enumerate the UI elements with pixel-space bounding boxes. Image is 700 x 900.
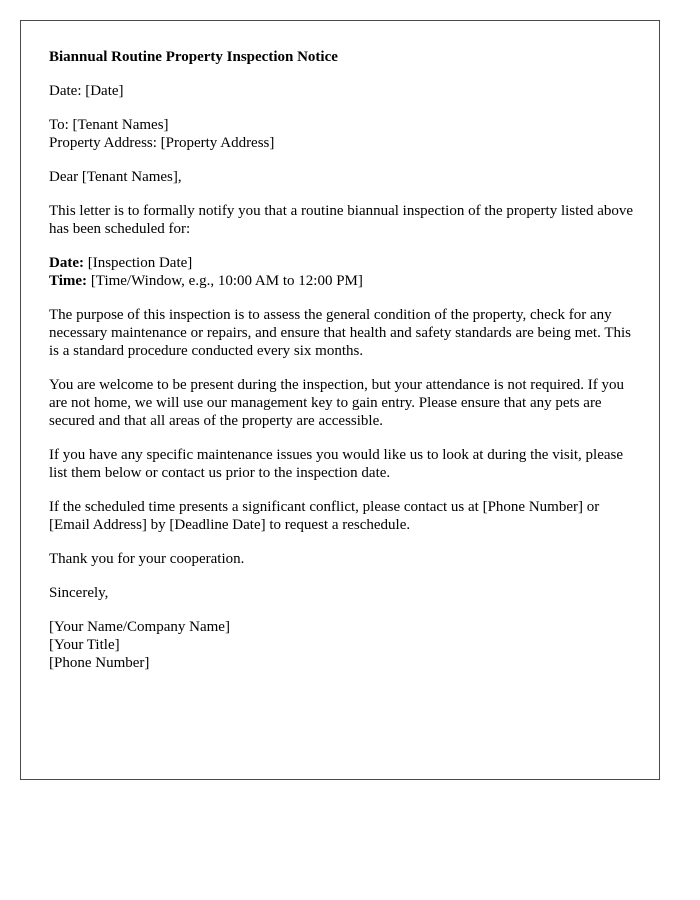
inspection-date-line bbox=[49, 254, 639, 272]
signature-block bbox=[49, 618, 639, 672]
maintenance-paragraph: If you have any specific maintenance issues you would like us to look at during the visit, please list them below or contact us prior to the inspection date. bbox=[49, 447, 624, 481]
salutation: Dear [Tenant Names], bbox=[49, 169, 182, 185]
thanks-line: Thank you for your cooperation. bbox=[49, 551, 245, 567]
property-address-line: Property Address: [Property Address] bbox=[49, 135, 275, 151]
intro-paragraph: This letter is to formally notify you that a routine biannual inspection of the property listed above has been scheduled for: bbox=[49, 203, 634, 237]
recipient-block bbox=[49, 116, 639, 152]
to-line: To: [Tenant Names] bbox=[49, 117, 169, 133]
purpose-paragraph: The purpose of this inspection is to assess the general condition of the property, check for any necessary maintenance or repairs, and ensure that health and safety standards are being met. This is a standard procedure conducted every six months. bbox=[49, 307, 631, 359]
schedule-block bbox=[49, 254, 639, 290]
inspection-date-label: Date: bbox=[49, 255, 84, 271]
inspection-time-label: Time: bbox=[49, 273, 88, 289]
attendance-paragraph: You are welcome to be present during the inspection, but your attendance is not required. If you are not home, we will use our management key to gain entry. Please ensure that any pets are secured and that all areas of the property are accessible. bbox=[49, 377, 624, 429]
date-line: Date: [Date] bbox=[49, 83, 124, 99]
conflict-paragraph: If the scheduled time presents a significant conflict, please contact us at [Phone Number] or [Email Address] by [Deadline Date] to request a reschedule. bbox=[49, 499, 600, 533]
letter-title: Biannual Routine Property Inspection Notice bbox=[49, 49, 338, 65]
letter-body bbox=[49, 48, 639, 688]
signature-title: [Your Title] bbox=[49, 637, 120, 653]
inspection-time-line bbox=[49, 272, 639, 290]
signature-name: [Your Name/Company Name] bbox=[49, 619, 230, 635]
signature-phone: [Phone Number] bbox=[49, 655, 150, 671]
inspection-time-value: [Time/Window, e.g., 10:00 AM to 12:00 PM] bbox=[87, 273, 363, 289]
inspection-date-value: [Inspection Date] bbox=[83, 255, 193, 271]
closing-line: Sincerely, bbox=[49, 585, 109, 601]
